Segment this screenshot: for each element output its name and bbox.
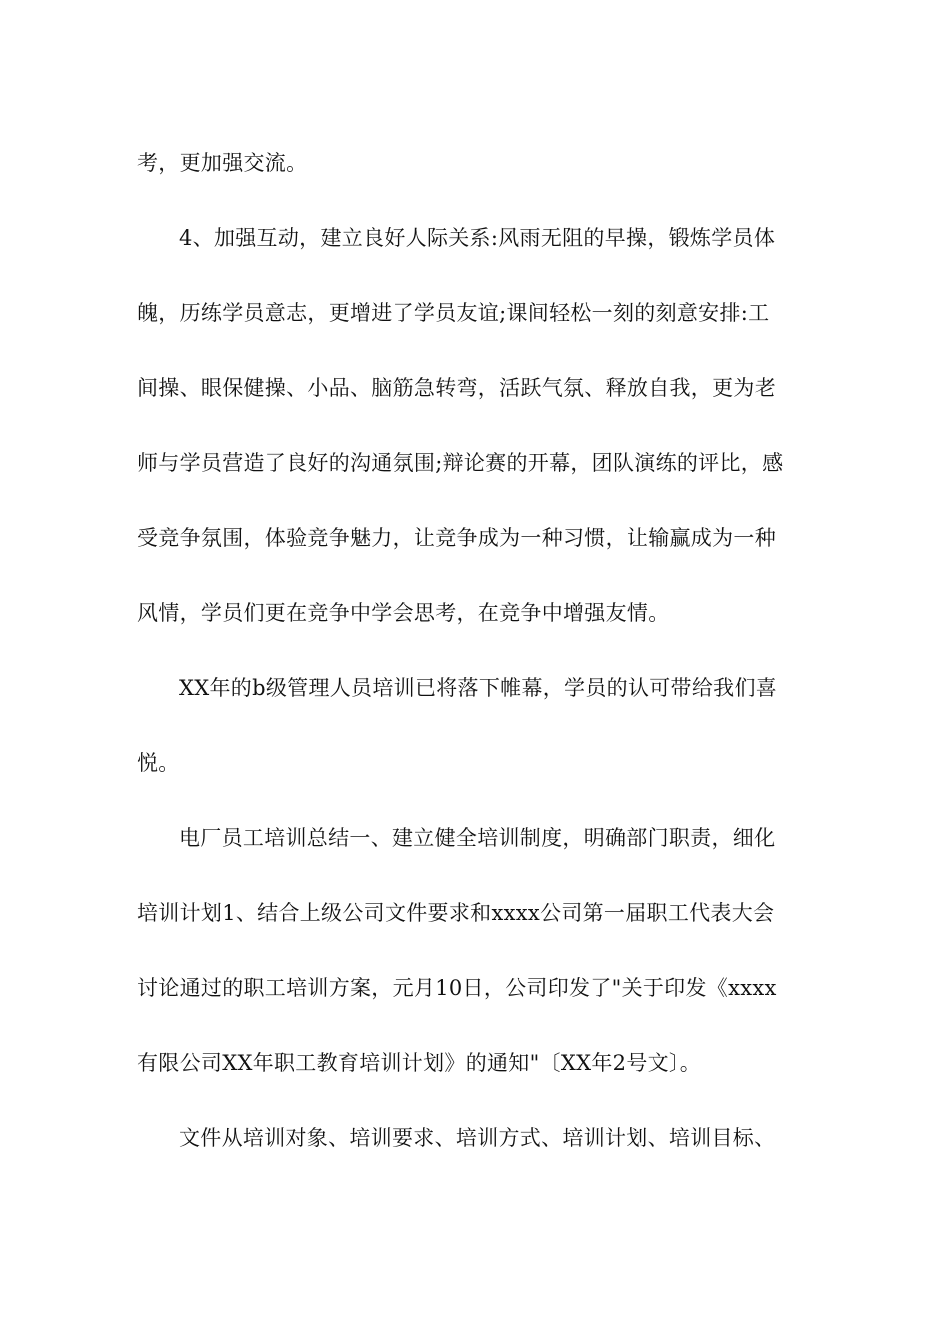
text-line: 悦。 <box>137 751 180 775</box>
paragraph-line: 文件从培训对象、培训要求、培训方式、培训计划、培训目标、 <box>179 1126 776 1150</box>
text-line: 培训计划1、结合上级公司文件要求和xxxx公司第一届职工代表大会 <box>137 901 775 925</box>
text-line: 间操、眼保健操、小品、脑筋急转弯，活跃气氛、释放自我，更为老 <box>137 376 776 400</box>
text-line: 考，更加强交流。 <box>137 151 308 175</box>
paragraph-line: 4、加强互动，建立良好人际关系:风雨无阻的早操，锻炼学员体 <box>179 226 776 250</box>
paragraph-line: 电厂员工培训总结一、建立健全培训制度，明确部门职责，细化 <box>179 826 776 850</box>
paragraph-line: XX年的b级管理人员培训已将落下帷幕，学员的认可带给我们喜 <box>179 676 778 700</box>
text-line: 魄，历练学员意志，更增进了学员友谊;课间轻松一刻的刻意安排:工 <box>137 301 770 325</box>
text-line: 有限公司XX年职工教育培训计划》的通知"〔XX年2号文〕。 <box>137 1051 702 1075</box>
text-line: 风情，学员们更在竞争中学会思考，在竞争中增强友情。 <box>137 601 670 625</box>
text-line: 受竞争氛围，体验竞争魅力，让竞争成为一种习惯，让输赢成为一种 <box>137 526 776 550</box>
text-line: 师与学员营造了良好的沟通氛围;辩论赛的开幕，团队演练的评比，感 <box>137 451 784 475</box>
text-line: 讨论通过的职工培训方案，元月10日，公司印发了"关于印发《xxxx <box>137 976 777 1000</box>
